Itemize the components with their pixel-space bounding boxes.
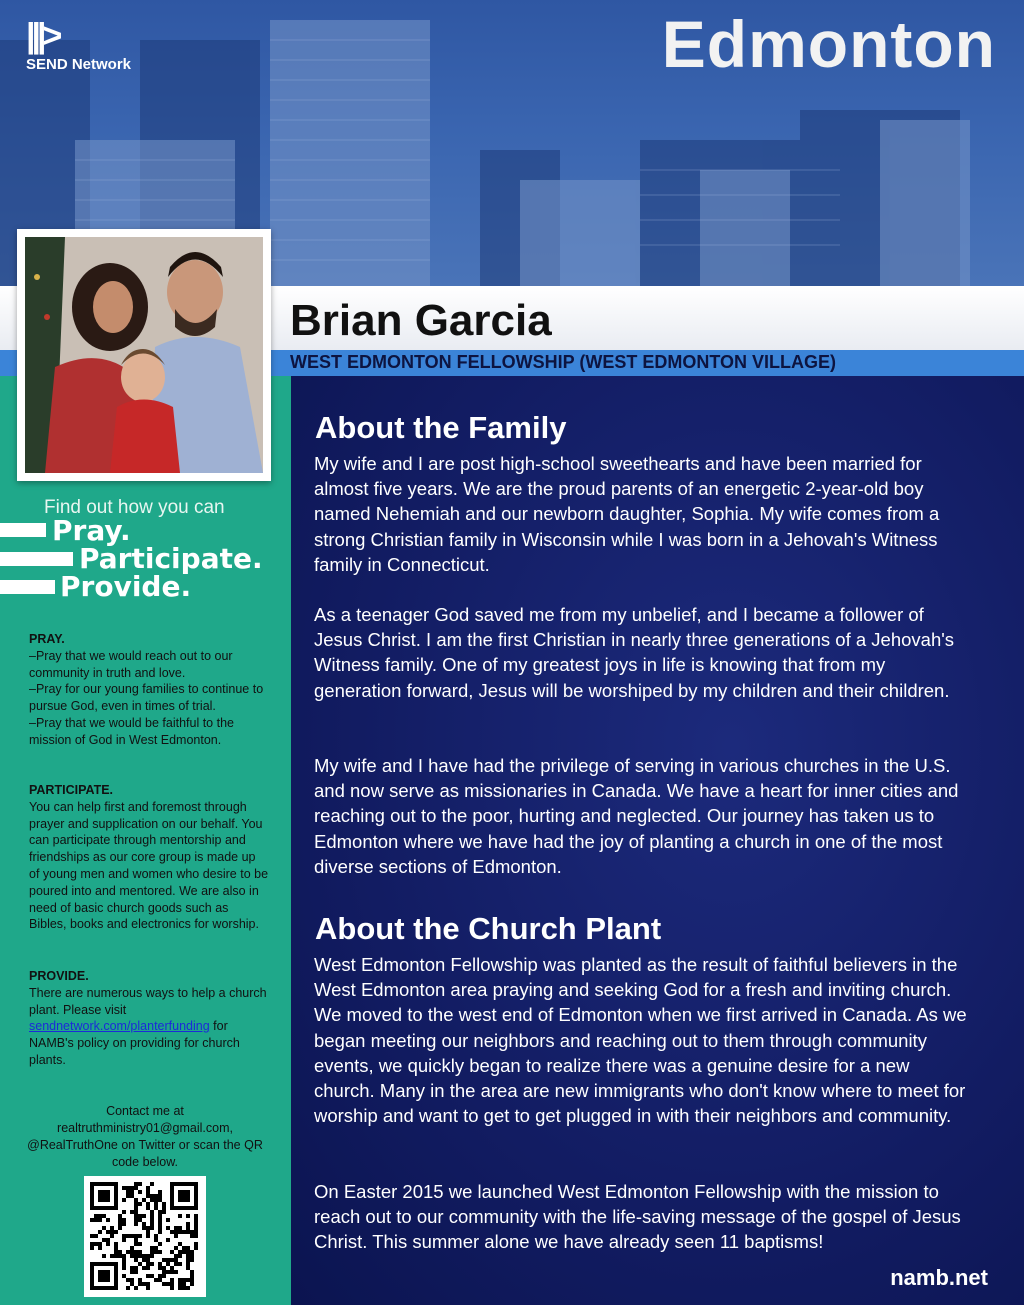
plant-paragraph: On Easter 2015 we launched West Edmonton Fellowship with the mission to reach out to our community with the life-saving message of the gospel of Jesus Christ. This summer alone we have already seen 11 baptisms! bbox=[314, 1181, 961, 1253]
pray-item: –Pray that we would be faithful to the mission of God in West Edmonton. bbox=[29, 715, 234, 747]
send-logo-icon: |||> bbox=[26, 17, 59, 55]
ppp-provide: Provide. bbox=[60, 570, 192, 603]
qr-code[interactable] bbox=[84, 1176, 206, 1297]
family-photo bbox=[25, 237, 263, 473]
participate-text: You can help first and foremost through prayer and supplication on our behalf. You can participate through mentorship and friendships as our core group is made up of young men and women who desire to be poured into and mentored. We are also in need of basic church goods such as Bibles, books and electronics for worship. bbox=[29, 799, 269, 932]
provide-text-before: There are numerous ways to help a church plant. Please visit bbox=[29, 985, 267, 1017]
send-network-logo bbox=[26, 18, 131, 73]
provide-text bbox=[29, 985, 269, 1069]
ppp-bar-1 bbox=[0, 523, 46, 537]
participate-heading: PARTICIPATE. bbox=[29, 783, 114, 797]
family-title: About the Family bbox=[315, 410, 567, 445]
family-paragraph: As a teenager God saved me from my unbelief, and I became a follower of Jesus Christ. I am the first Christian in nearly three generations of a Jehovah's Witness family. One of my greatest joys in life is knowing that from my generation forward, Jesus will be worshiped by my children and their children. bbox=[314, 604, 955, 701]
participate-section bbox=[29, 782, 269, 933]
city-title: Edmonton bbox=[661, 7, 996, 81]
planter-funding-link[interactable]: sendnetwork.com/planterfunding bbox=[29, 1019, 210, 1034]
ppp-bar-2 bbox=[0, 552, 73, 566]
family-photo-illustration bbox=[25, 237, 263, 473]
pray-heading: PRAY. bbox=[29, 632, 65, 646]
plant-title: About the Church Plant bbox=[315, 911, 662, 946]
pray-section bbox=[29, 631, 269, 749]
family-photo-frame bbox=[17, 229, 271, 481]
pray-item: –Pray for our young families to continue to pursue God, even in times of trial. bbox=[29, 682, 264, 714]
find-out-text: Find out how you can bbox=[44, 497, 225, 518]
church-name: WEST EDMONTON FELLOWSHIP (WEST EDMONTON VILLAGE) bbox=[290, 352, 836, 372]
contact-info: Contact me at realtruthministry01@gmail.com, @RealTruthOne on Twitter or scan the QR code below. bbox=[27, 1104, 263, 1169]
ppp-participate: Participate. bbox=[79, 542, 263, 575]
ppp-bar-3 bbox=[0, 580, 55, 594]
provide-text-after: for NAMB's policy on providing for church plants. bbox=[29, 1019, 240, 1067]
plant-paragraph: West Edmonton Fellowship was planted as the result of faithful believers in the West Edmonton area praying and seeking God for a fresh and inviting church. We moved to the west end of Edmonton when we first arrived in Canada. As we began meeting our neighbors and reaching out to them through community events, we quickly began to realize there was a genuine desire for a new church. Many in the area are new immigrants who don't know where to meet for worship and want to get to get plugged in with their neighbors and community. bbox=[314, 954, 967, 1127]
qr-code-icon bbox=[90, 1182, 200, 1291]
provide-section bbox=[29, 968, 269, 1069]
pray-item: –Pray that we would reach out to our community in truth and love. bbox=[29, 648, 233, 680]
ppp-pray: Pray. bbox=[52, 514, 131, 547]
site-url[interactable]: namb.net bbox=[890, 1265, 988, 1290]
provide-heading: PROVIDE. bbox=[29, 969, 89, 983]
planter-name: Brian Garcia bbox=[290, 296, 552, 345]
brand-name: SEND Network bbox=[26, 56, 132, 73]
family-paragraph: My wife and I have had the privilege of serving in various churches in the U.S. and now serve as missionaries in Canada. We have a heart for inner cities and reaching out to the poor, hurting and neglected. Our journey has taken us to Edmonton where we have had the joy of planting a church in one of the most diverse sections of Edmonton. bbox=[314, 755, 959, 877]
family-paragraph: My wife and I are post high-school sweethearts and have been married for almost five years. We are the proud parents of an energetic 2-year-old boy named Nehemiah and our newborn daughter, Sophia. My wife comes from a strong Christian family in Wisconsin while I was born in a Jehovah's Witness family in Connecticut. bbox=[314, 453, 940, 575]
